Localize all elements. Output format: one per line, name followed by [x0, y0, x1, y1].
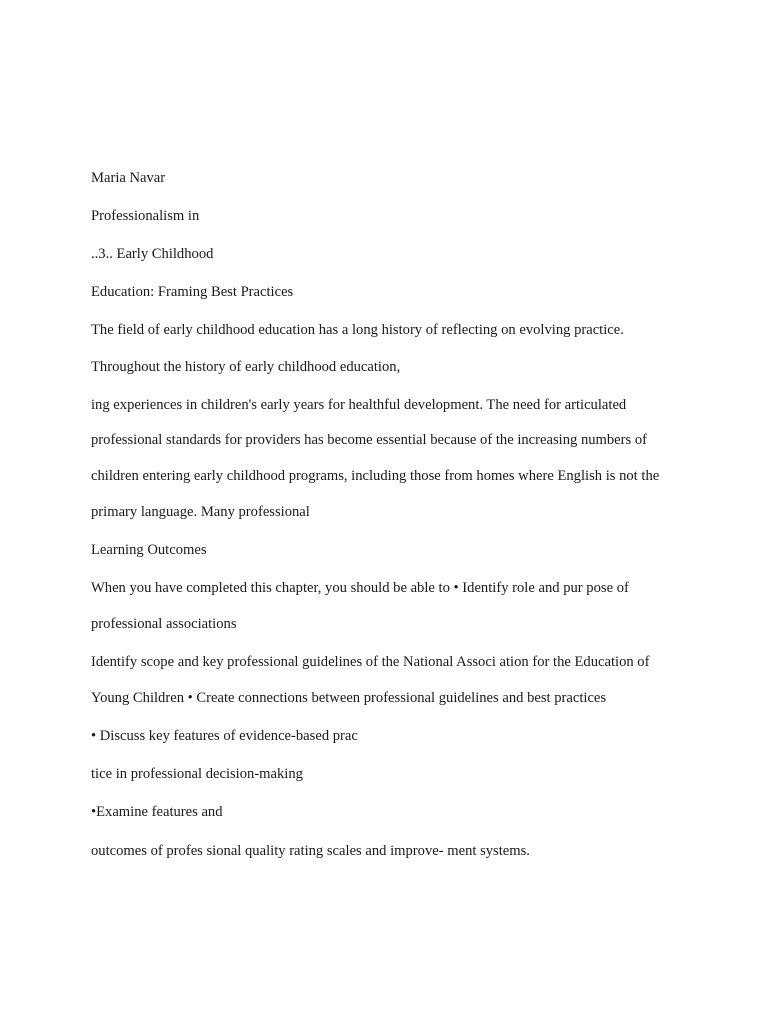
bullet-line: •Examine features and: [91, 804, 223, 820]
body-line: Identify scope and key professional guidelines of the National Associ ation for the Education of: [91, 654, 650, 670]
body-line: Throughout the history of early childhood education,: [91, 359, 401, 375]
author-name: Maria Navar: [91, 170, 166, 186]
title-line-1: Professionalism in: [91, 208, 200, 224]
title-line-3: Education: Framing Best Practices: [91, 284, 294, 300]
body-line: tice in professional decision-making: [91, 766, 303, 782]
bullet-line: • Discuss key features of evidence-based prac: [91, 728, 358, 744]
title-line-2: ..3.. Early Childhood: [91, 246, 214, 262]
body-line: ing experiences in children's early years for healthful development. The need for articulated: [91, 397, 627, 413]
body-line: professional associations: [91, 616, 237, 632]
body-line: primary language. Many professional: [91, 504, 310, 520]
body-line: The field of early childhood education has a long history of reflecting on evolving practice.: [91, 322, 624, 338]
body-line: When you have completed this chapter, you should be able to • Identify role and pur pose of: [91, 580, 629, 596]
section-heading: Learning Outcomes: [91, 542, 207, 558]
body-line: outcomes of profes sional quality rating scales and improve- ment systems.: [91, 843, 530, 859]
body-line: children entering early childhood programs, including those from homes where English is not the: [91, 468, 660, 484]
body-line: Young Children • Create connections between professional guidelines and best practices: [91, 690, 607, 706]
body-line: professional standards for providers has become essential because of the increasing numbers of: [91, 432, 648, 448]
